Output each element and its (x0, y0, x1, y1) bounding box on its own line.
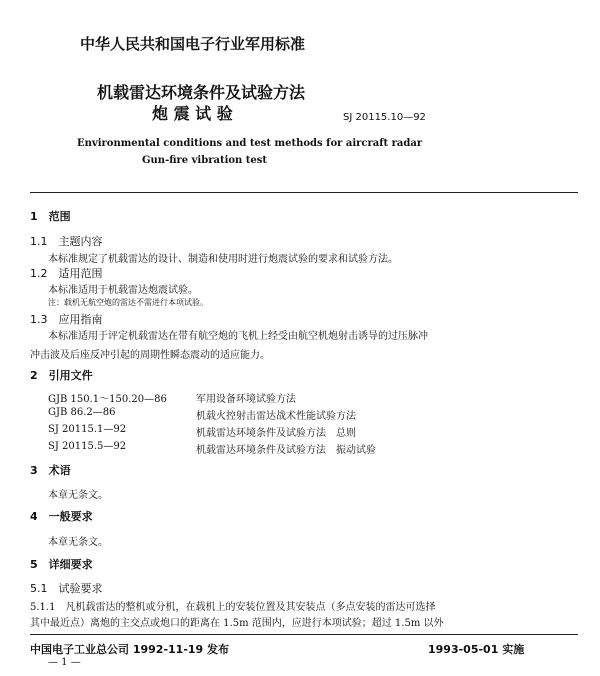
section-1-2-heading: 1.2 适用范围 (30, 267, 103, 280)
section-1-heading: 1 范围 (30, 210, 71, 223)
section-2-heading: 2 引用文件 (30, 369, 93, 382)
reference-code: GJB 86.2—86 (48, 407, 116, 418)
section-3-heading: 3 术语 (30, 464, 71, 477)
header-divider (30, 192, 578, 193)
standard-title-en: Environmental conditions and test methods for aircraft radar (77, 138, 423, 149)
section-1-3-text-line1: 本标准适用于评定机载雷达在带有航空炮的飞机上经受由航空机炮射击诱导的过压脉冲 (48, 331, 428, 342)
reference-title: 机载雷达环境条件及试验方法 振动试验 (196, 445, 376, 456)
section-1-1-heading: 1.1 主题内容 (30, 235, 103, 248)
standard-number: SJ 20115.10—92 (343, 112, 426, 123)
page-number: — 1 — (48, 657, 81, 668)
issuing-body-title: 中华人民共和国电子行业军用标准 (80, 35, 306, 53)
section-1-2-note: 注：载机无航空炮的雷达不需进行本项试验。 (48, 298, 208, 307)
section-3-text: 本章无条文。 (48, 490, 108, 501)
section-4-heading: 4 一般要求 (30, 510, 93, 523)
section-1-2-text: 本标准适用于机载雷达炮震试验。 (48, 285, 198, 296)
reference-title: 军用设备环境试验方法 (196, 394, 296, 405)
reference-title: 机载火控射击雷达战术性能试验方法 (196, 411, 356, 422)
standard-title-cn: 机载雷达环境条件及试验方法 (97, 83, 306, 102)
publisher-and-issue-date: 中国电子工业总公司 1992-11-19 发布 (30, 643, 230, 656)
section-1-3-heading: 1.3 应用指南 (30, 313, 103, 326)
section-5-heading: 5 详细要求 (30, 558, 93, 571)
reference-title: 机载雷达环境条件及试验方法 总则 (196, 428, 356, 439)
section-4-text: 本章无条文。 (48, 537, 108, 548)
footer-divider (30, 634, 578, 635)
implementation-date: 1993-05-01 实施 (428, 643, 525, 656)
section-5-1-1-text-line1: 5.1.1 凡机载雷达的整机或分机，在载机上的安装位置及其安装点（多点安装的雷达可选择 (30, 602, 436, 613)
reference-code: SJ 20115.5—92 (48, 441, 127, 452)
section-5-1-1-text-line2: 其中最近点）离炮的主交点或炮口的距离在 1.5m 范围内，应进行本项试验；超过 1.5m 以外 (30, 618, 444, 629)
standard-subtitle-en: Gun-fire vibration test (142, 155, 268, 166)
section-1-3-text-line2: 冲击波及后座反冲引起的周期性瞬态震动的适应能力。 (30, 350, 270, 361)
section-5-1-heading: 5.1 试验要求 (30, 582, 103, 595)
section-1-1-text: 本标准规定了机载雷达的设计、制造和使用时进行炮震试验的要求和试验方法。 (48, 254, 398, 265)
reference-code: GJB 150.1～150.20—86 (48, 394, 167, 405)
reference-code: SJ 20115.1—92 (48, 424, 127, 435)
standard-subtitle-cn: 炮 震 试 验 (152, 104, 233, 123)
